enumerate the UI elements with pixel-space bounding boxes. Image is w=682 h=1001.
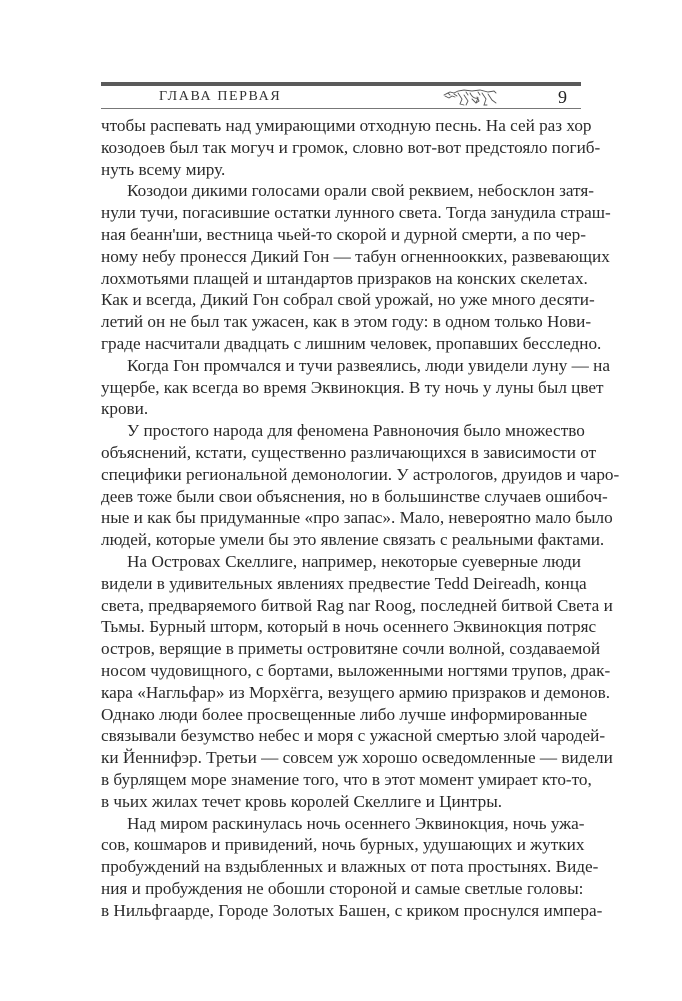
paragraph: [101, 355, 610, 420]
text-line: в Нильфгаарде, Городе Золотых Башен, с криком проснулся импера-: [101, 900, 603, 920]
text-line: Однако люди более просвещенные либо лучше информированные: [101, 704, 588, 724]
chapter-title: ГЛАВА ПЕРВАЯ: [159, 89, 282, 104]
text-line: Как и всегда, Дикий Гон собрал свой урожай, но уже много десяти-: [101, 290, 595, 310]
paragraph: [101, 180, 611, 354]
text-line: деев тоже были свои объяснения, но в большинстве случаев ошибоч-: [101, 486, 608, 506]
text-line: чтобы распевать над умирающими отходную песнь. На сей раз хор: [101, 116, 592, 135]
text-line: летий он не был так ужасен, как в этом году: в одном только Нови-: [101, 312, 592, 332]
text-line: в бурлящем море знамение того, что в этот момент умирает кто-то,: [101, 769, 592, 789]
text-line: видели в удивительных явлениях предвестие Tedd Deireadh, конца: [101, 573, 587, 593]
text-line: ки Йеннифэр. Третьи — совсем уж хорошо осведомленные — видели: [101, 748, 613, 768]
text-line: лохмотьями плащей и штандартов призраков на конских скелетах.: [101, 268, 588, 288]
paragraph: [101, 813, 603, 922]
running-wolf-icon: [442, 87, 498, 107]
text-line: остров, верящие в приметы островитяне сочли волной, создаваемой: [101, 639, 601, 659]
header-thin-rule: [101, 108, 581, 109]
text-line: ные и как бы придуманные «про запас». Мало, невероятно мало было: [101, 508, 613, 528]
text-line: объяснений, кстати, существенно различающихся в зависимости от: [101, 442, 597, 462]
text-line: Козодои дикими голосами орали свой реквием, небосклон затя-: [127, 181, 594, 201]
text-line: ному небу пронесся Дикий Гон — табун огненноокких, развевающих: [101, 246, 610, 266]
text-line: Над миром раскинулась ночь осеннего Эквинокция, ночь ужа-: [127, 813, 585, 833]
text-line: козодоев был так могуч и громок, словно вот-вот предстояло погиб-: [101, 137, 601, 157]
text-line: людей, которые умели бы это явление связать с реальными фактами.: [101, 530, 605, 550]
text-line: Тьмы. Бурный шторм, который в ночь осеннего Эквинокция потряс: [101, 617, 597, 637]
running-header: [101, 86, 581, 108]
text-line: связывали безумство небес и моря с ужасной смертью злой чародей-: [101, 726, 606, 746]
text-line: нули тучи, погасившие остатки лунного света. Тогда занудила страш-: [101, 203, 611, 223]
paragraph: [101, 551, 613, 813]
book-page: [101, 82, 620, 921]
text-line: На Островах Скеллиге, например, некоторые суеверные люди: [127, 551, 581, 571]
text-line: ная беанн'ши, вестница чьей-то скорой и дурной смерти, а по чер-: [101, 224, 586, 244]
text-line: нуть всему миру.: [101, 159, 226, 179]
text-line: пробуждений на вздыбленных и влажных от пота простынях. Виде-: [101, 857, 599, 877]
text-line: в чьих жилах течет кровь королей Скеллиге и Цинтры.: [101, 791, 503, 811]
paragraph: [101, 115, 601, 180]
text-line: граде насчитали двадцать с лишним человек, пропавших бесследно.: [101, 333, 602, 353]
paragraph: [101, 420, 620, 551]
text-line: Когда Гон промчался и тучи развеялись, люди увидели луну — на: [127, 355, 610, 375]
text-line: кара «Нагльфар» из Морхёгга, везущего армию призраков и демонов.: [101, 682, 611, 702]
text-line: носом чудовищного, с бортами, выложенными ногтями трупов, драк-: [101, 660, 611, 680]
text-line: специфики региональной демонологии. У астрологов, друидов и чаро-: [101, 464, 620, 484]
page-number: 9: [558, 87, 567, 107]
body-text: [101, 115, 620, 921]
text-line: У простого народа для феномена Равноночия было множество: [127, 421, 585, 441]
text-line: крови.: [101, 399, 149, 419]
text-line: света, предваряемого битвой Rag nar Roog, последней битвой Света и: [101, 595, 613, 615]
text-line: ущербе, как всегда во время Эквинокция. В ту ночь у луны был цвет: [101, 377, 604, 397]
text-line: ния и пробуждения не обошли стороной и самые светлые головы:: [101, 878, 584, 898]
text-line: сов, кошмаров и привидений, ночь бурных, удушающих и жутких: [101, 835, 585, 855]
